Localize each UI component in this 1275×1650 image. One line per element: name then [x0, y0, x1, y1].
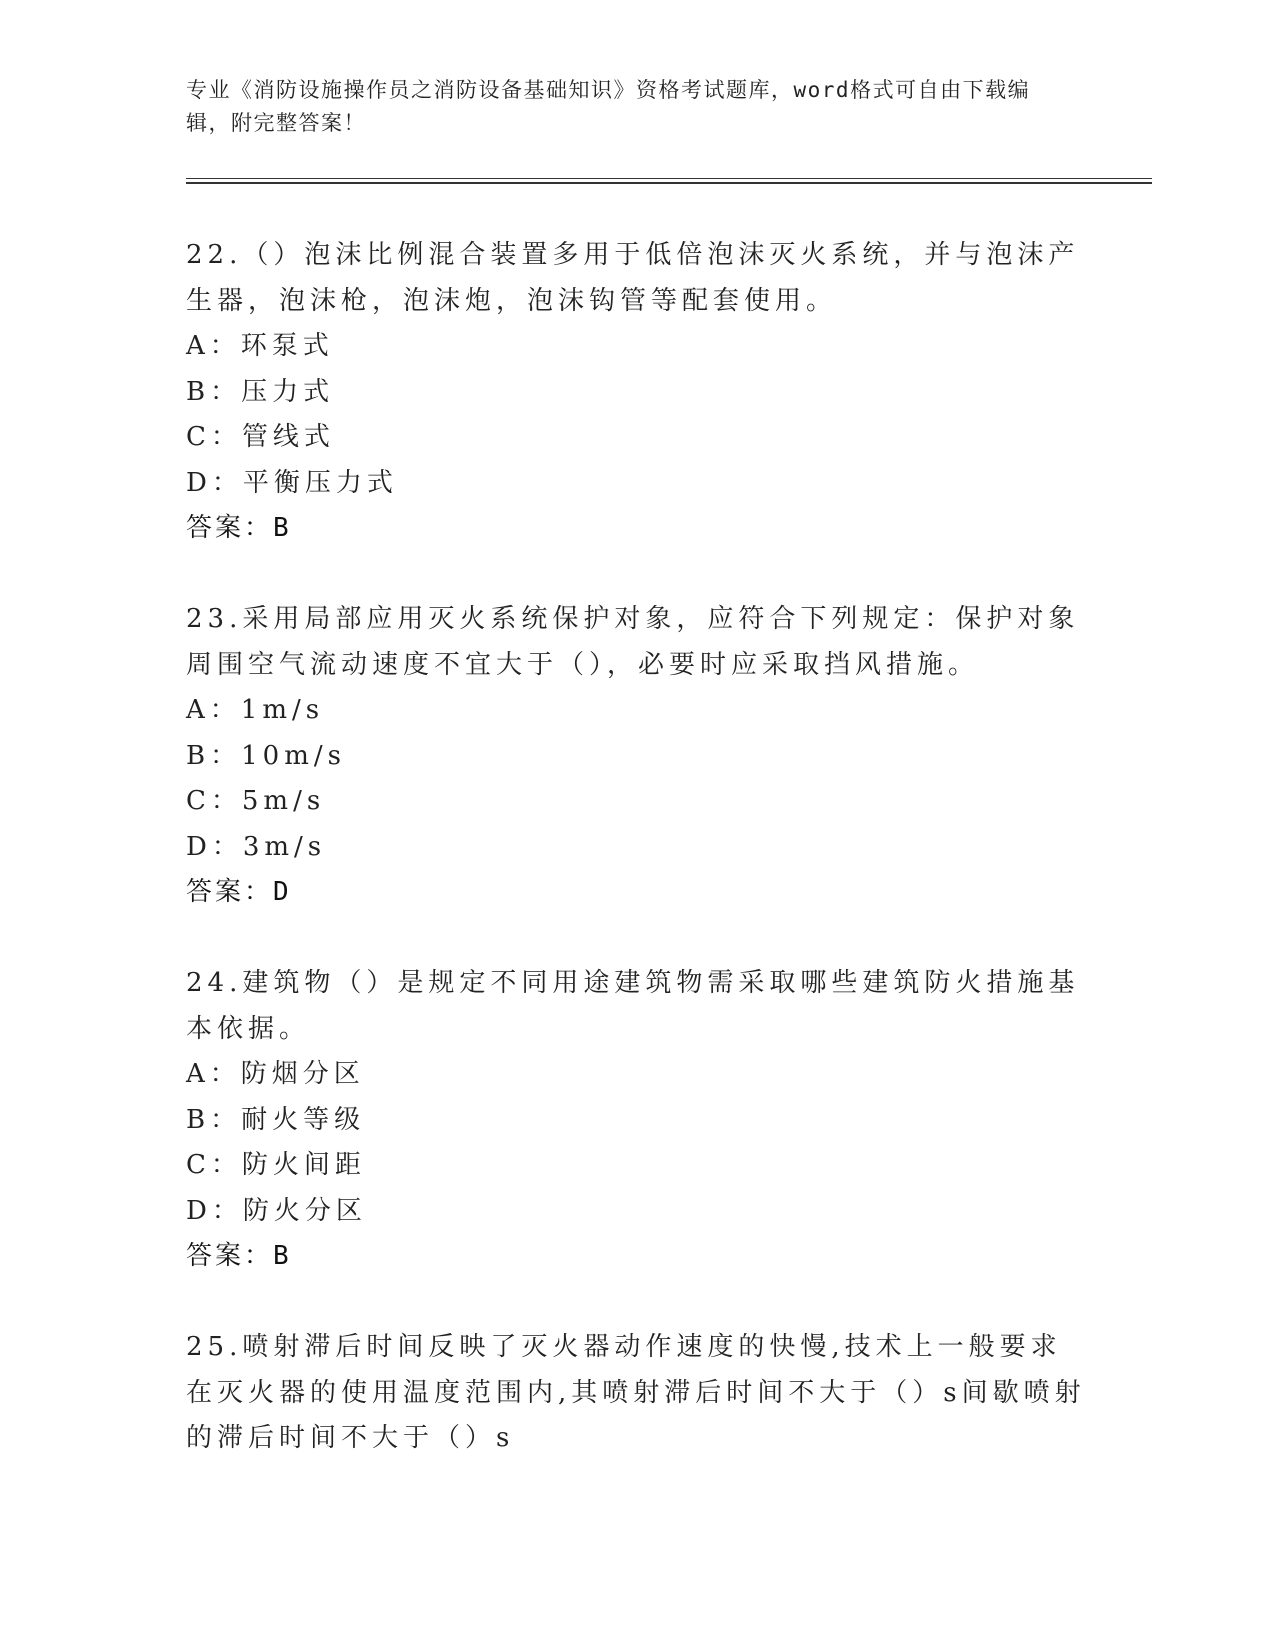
answer: 答案：B: [186, 1241, 292, 1271]
question-24: [186, 961, 1086, 1280]
option-b: B：压力式: [186, 376, 335, 407]
option-b: B：10m/s: [186, 740, 346, 771]
option-a: A：1m/s: [186, 695, 325, 725]
question-stem: 23.采用局部应用灭火系统保护对象，应符合下列规定：保护对象周围空气流动速度不宜大于（），必要时应采取挡风措施。: [186, 604, 1080, 680]
option-d: D：防火分区: [186, 1195, 367, 1226]
option-d: D：3m/s: [186, 831, 327, 862]
header-text: 专业《消防设施操作员之消防设备基础知识》资格考试题库，word格式可自由下载编辑，附完整答案！: [186, 78, 1031, 135]
question-stem: 25.喷射滞后时间反映了灭火器动作速度的快慢,技术上一般要求在灭火器的使用温度范围内,其喷射滞后时间不大于（）s间歇喷射的滞后时间不大于（）s: [186, 1332, 1086, 1453]
question-stem: 22.（）泡沫比例混合装置多用于低倍泡沫灭火系统，并与泡沫产生器，泡沫枪，泡沫炮，泡沫钩管等配套使用。: [186, 240, 1080, 316]
question-25: [186, 1325, 1086, 1462]
answer: 答案：B: [186, 513, 292, 543]
header-divider-bottom: [186, 182, 1152, 184]
option-c: C：5m/s: [186, 786, 326, 816]
header-divider-top: [186, 178, 1152, 179]
question-stem: 24.建筑物（）是规定不同用途建筑物需采取哪些建筑防火措施基本依据。: [186, 968, 1080, 1044]
option-c: C：管线式: [186, 422, 335, 452]
option-a: A：防烟分区: [186, 1059, 365, 1089]
option-c: C：防火间距: [186, 1150, 366, 1180]
option-d: D：平衡压力式: [186, 467, 398, 498]
question-23: [186, 597, 1086, 916]
question-22: [186, 233, 1086, 552]
answer: 答案：D: [186, 877, 292, 907]
option-b: B：耐火等级: [186, 1104, 366, 1135]
option-a: A：环泵式: [186, 331, 334, 361]
